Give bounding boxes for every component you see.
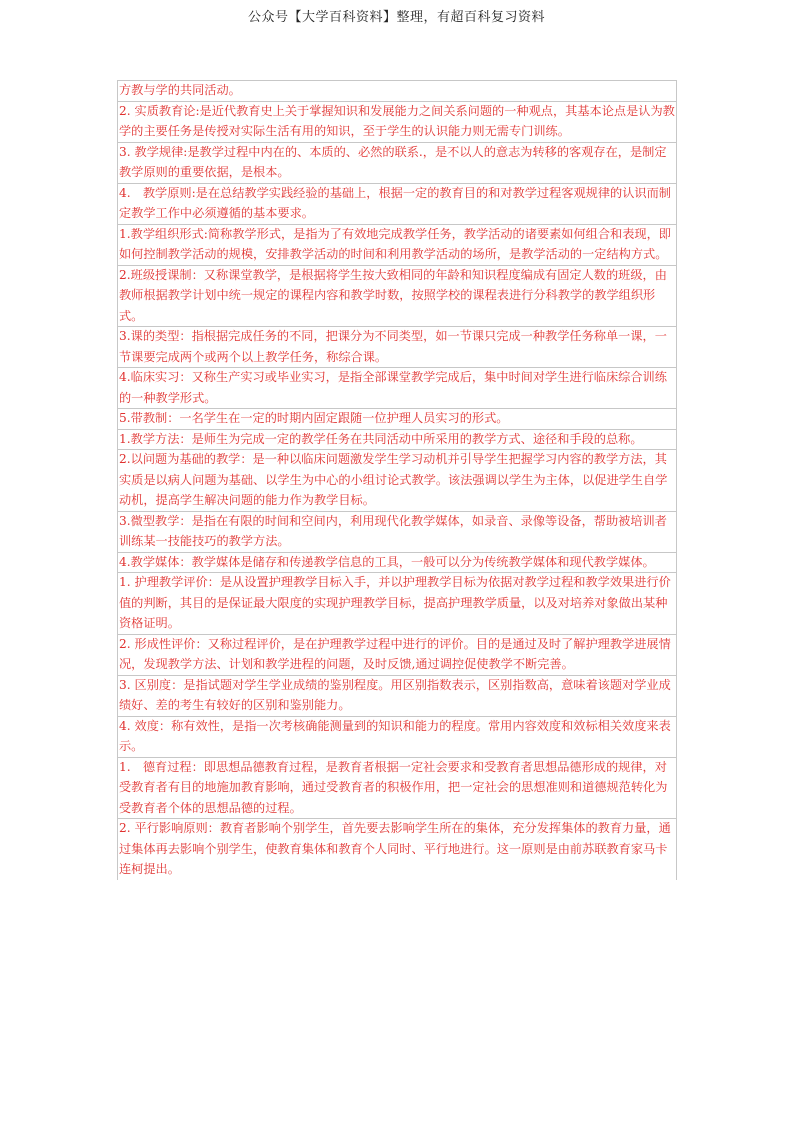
definition-entry: [117, 716, 677, 757]
definition-entry: [117, 80, 677, 101]
definition-entry: [117, 757, 677, 819]
definition-entry: [117, 408, 677, 429]
definition-entry: [117, 572, 677, 634]
page-header: 公众号【大学百科资料】整理，有超百科复习资料: [247, 10, 545, 25]
entry-text: 4.临床实习：又称生产实习或毕业实习，是指全部课堂教学完成后，集中时间对学生进行临床综合训练的一种教学形式。: [119, 370, 667, 405]
definition-entry: [117, 552, 677, 573]
definition-entry: [117, 183, 677, 224]
entry-text: 4.教学媒体：教学媒体是储存和传递教学信息的工具，一般可以分为传统教学媒体和现代教学媒体。: [119, 554, 655, 569]
entry-text: 1. 护理教学评价：是从设置护理教学目标入手，并以护理教学目标为依据对教学过程和教学效果进行价值的判断，其目的是保证最大限度的实现护理教学目标，提高护理教学质量，以及对培养对象做出某种资格证明。: [119, 575, 671, 630]
definition-entry: [117, 675, 677, 716]
entry-text: 1. 德育过程：即思想品德教育过程，是教育者根据一定社会要求和受教育者思想品德形成的规律，对受教育者有目的地施加教育影响，通过受教育者的积极作用，把一定社会的思想准则和道德规范转化为受教育者个体的思想品德的过程。: [119, 759, 668, 815]
entry-text: 2. 平行影响原则：教育者影响个别学生，首先要去影响学生所在的集体，充分发挥集体的教育力量，通过集体再去影响个别学生，使教育集体和教育个人同时、平行地进行。这一原则是由前苏联教育家马卡连柯提出。: [119, 821, 671, 876]
document-body: [117, 80, 677, 880]
entry-text: 4. 教学原则:是在总结教学实践经验的基础上，根据一定的教育目的和对教学过程客观规律的认识而制定教学工作中必须遵循的基本要求。: [119, 185, 671, 220]
entry-text: 方教与学的共同活动。: [119, 83, 241, 97]
entry-text: 3.课的类型：指根据完成任务的不同，把课分为不同类型，如一节课只完成一种教学任务称单一课，一节课要完成两个或两个以上教学任务，称综合课。: [119, 329, 667, 364]
definition-entry: [117, 449, 677, 511]
definition-entry: [117, 142, 677, 183]
entry-text: 4. 效度：称有效性，是指一次考核确能测量到的知识和能力的程度。常用内容效度和效标相关效度来表示。: [119, 718, 671, 753]
entry-text: 2.以问题为基础的教学：是一种以临床问题激发学生学习动机并引导学生把握学习内容的教学方法，其实质是以病人问题为基础、以学生为中心的小组讨论式教学。该法强调以学生为主体，以促进学生自学动机，提高学生解决问题的能力作为教学目标。: [119, 452, 668, 507]
entry-text: 1.教学方法：是师生为完成一定的教学任务在共同活动中所采用的教学方式、途径和手段的总称。: [119, 431, 643, 446]
definition-entry: [117, 818, 677, 880]
definition-entry: [117, 367, 677, 408]
definition-entry: [117, 101, 677, 142]
entry-text: 2. 实质教育论:是近代教育史上关于掌握知识和发展能力之间关系问题的一种观点，其基本论点是认为教学的主要任务是传授对实际生活有用的知识，至于学生的认识能力则无需专门训练。: [119, 103, 675, 138]
definition-entry: [117, 634, 677, 675]
entry-text: 1.教学组织形式:简称教学形式，是指为了有效地完成教学任务，教学活动的诸要素如何组合和表现，即如何控制教学活动的规模，安排教学活动的时间和利用教学活动的场所，是教学活动的一定结构方式。: [119, 226, 671, 261]
entry-text: 2. 形成性评价：又称过程评价，是在护理教学过程中进行的评价。目的是通过及时了解护理教学进展情况，发现教学方法、计划和教学进程的问题，及时反馈,通过调控促使教学不断完善。: [119, 636, 671, 671]
entry-text: 3.微型教学：是指在有限的时间和空间内，利用现代化教学媒体，如录音、录像等设备，帮助被培训者训练某一技能技巧的教学方法。: [119, 513, 667, 548]
entry-text: 3. 教学规律:是教学过程中内在的、本质的、必然的联系.，是不以人的意志为转移的客观存在，是制定教学原则的重要依据，是根本。: [119, 144, 667, 179]
definition-entry: [117, 511, 677, 552]
entry-text: 5.带教制：一名学生在一定的时期内固定跟随一位护理人员实习的形式。: [119, 411, 509, 425]
entry-text: 2.班级授课制：又称课堂教学，是根据将学生按大致相同的年龄和知识程度编成有固定人数的班级，由教师根据教学计划中统一规定的课程内容和教学时数，按照学校的课程表进行分科教学的教学组织形式。: [119, 267, 667, 323]
definition-entry: [117, 224, 677, 265]
entry-text: 3. 区别度：是指试题对学生学业成绩的鉴别程度。用区别指数表示，区别指数高，意味着该题对学业成绩好、差的考生有较好的区别和鉴别能力。: [119, 677, 671, 712]
definition-entry: [117, 429, 677, 450]
definition-entry: [117, 326, 677, 367]
definition-entry: [117, 265, 677, 327]
